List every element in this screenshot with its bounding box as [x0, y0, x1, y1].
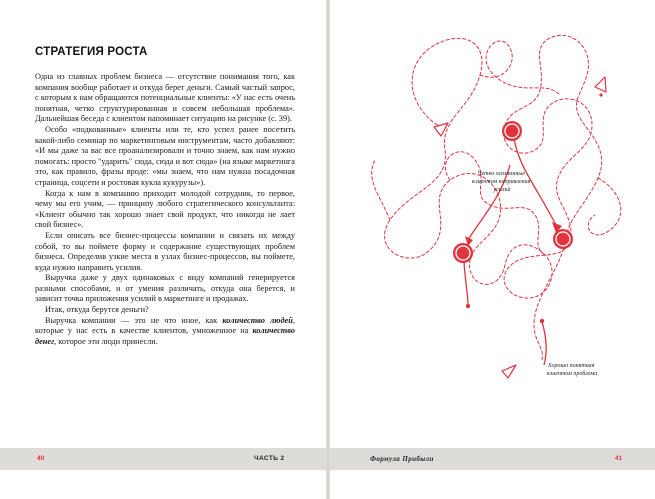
annotation-problem-line-1: Хорошо понятная	[548, 363, 595, 369]
annotation-efforts-line-1: Четко осознанные	[477, 171, 526, 177]
paragraph-7	[35, 316, 295, 348]
paragraph-7-text-a: Выручка компании — это не что иное, как	[45, 315, 223, 325]
tangled-path-4	[534, 238, 566, 360]
body-text	[35, 72, 295, 347]
left-page-number: 40	[37, 455, 45, 462]
solid-arrow-4	[464, 262, 468, 305]
target-circle-1	[502, 121, 522, 141]
right-running-head: Формула Прибыли	[370, 455, 434, 463]
scribble-diagram	[330, 0, 655, 440]
tangled-path-5	[588, 178, 621, 235]
annotation-problem-line-2: клиентом проблема	[546, 371, 598, 377]
tangled-path-3	[445, 152, 545, 255]
annotation-efforts-line-3: усилий	[493, 187, 511, 193]
left-page	[0, 0, 326, 499]
paragraph-4: Если описать все бизнес-процессы компании и связать их между собой, то вы поймете форму и содержание существующих проблем бизнеса. Определив узкие места в узлах бизнес-процессов, вы поймете, куда нужно направить усилия.	[35, 230, 295, 272]
paragraph-7-text-b: , которые у нас есть в качестве клиентов, умноженное на	[35, 315, 295, 336]
left-running-head: ЧАСТЬ 2	[254, 455, 285, 462]
annotation-problem	[547, 363, 598, 377]
paragraph-1: Одна из главных проблем бизнеса — отсутствие понимания того, как компания вообще работает и откуда берет деньги. Самый частый запрос, с которым к нам обращаются потенциальные клиенты: «У нас есть очень понятная, четко структурированная и совсем небольшая проблема». Дальнейшая беседа с клиентом напоминает ситуацию на рисунке (с. 39).	[35, 72, 295, 124]
tangled-path	[385, 35, 602, 298]
paragraph-3: Когда к нам в компанию приходит молодой сотрудник, то первое, чему мы его учим, — принципу любого стратегического консультанта: «Клиент обычно так хорошо знает свой продукт, что никогда не лает свой бизнес».	[35, 188, 295, 230]
dot-end-3	[599, 93, 602, 96]
paragraph-6: Итак, откуда берутся деньги?	[45, 305, 149, 315]
paragraph-5: Выручка даже у двух одинаковых с виду компаний генерируется разными способами, и от умения различать, откуда она берется, и зависит точка приложения усилий в маркетинге и продажах.	[35, 273, 295, 304]
arrowhead-bottom	[502, 365, 516, 378]
paragraph-7-text-c: , которое эти люди принесли.	[54, 336, 158, 346]
right-footer	[330, 448, 655, 470]
target-circle-2	[553, 229, 573, 249]
paragraph-2: Особо «подкованные» клиенты или те, кто успел ранее посетить какой-либо семинар по маркетинговым инструментам, часто добавляют: «И мы даже за вас все проанализировали и точно знаем, как нам нужно помогать: просто "ударить" сюда, сюда и вот сюда» (на языке маркетинга это, как правило, фразы вроде: «мы знаем, что нам нужна посадочная страница, соцсети и ростовая кукла кукурузы»).	[35, 124, 295, 187]
right-page-number: 41	[615, 455, 623, 462]
tangled-path-2	[480, 41, 560, 95]
emphasis-people: количество людей	[222, 315, 293, 325]
tangled-path-6	[372, 160, 390, 220]
left-footer	[0, 448, 326, 470]
annotation-efforts-line-2: клиентом направления	[472, 179, 531, 185]
target-circle-3	[453, 243, 473, 263]
annotation-efforts	[472, 171, 532, 193]
arrowhead-top-right	[595, 77, 606, 92]
emphasis-money: количество денег	[35, 326, 295, 346]
section-title: СТРАТЕГИЯ РОСТА	[35, 46, 148, 58]
dot-end-1	[466, 304, 470, 308]
dot-end-2	[540, 319, 544, 323]
